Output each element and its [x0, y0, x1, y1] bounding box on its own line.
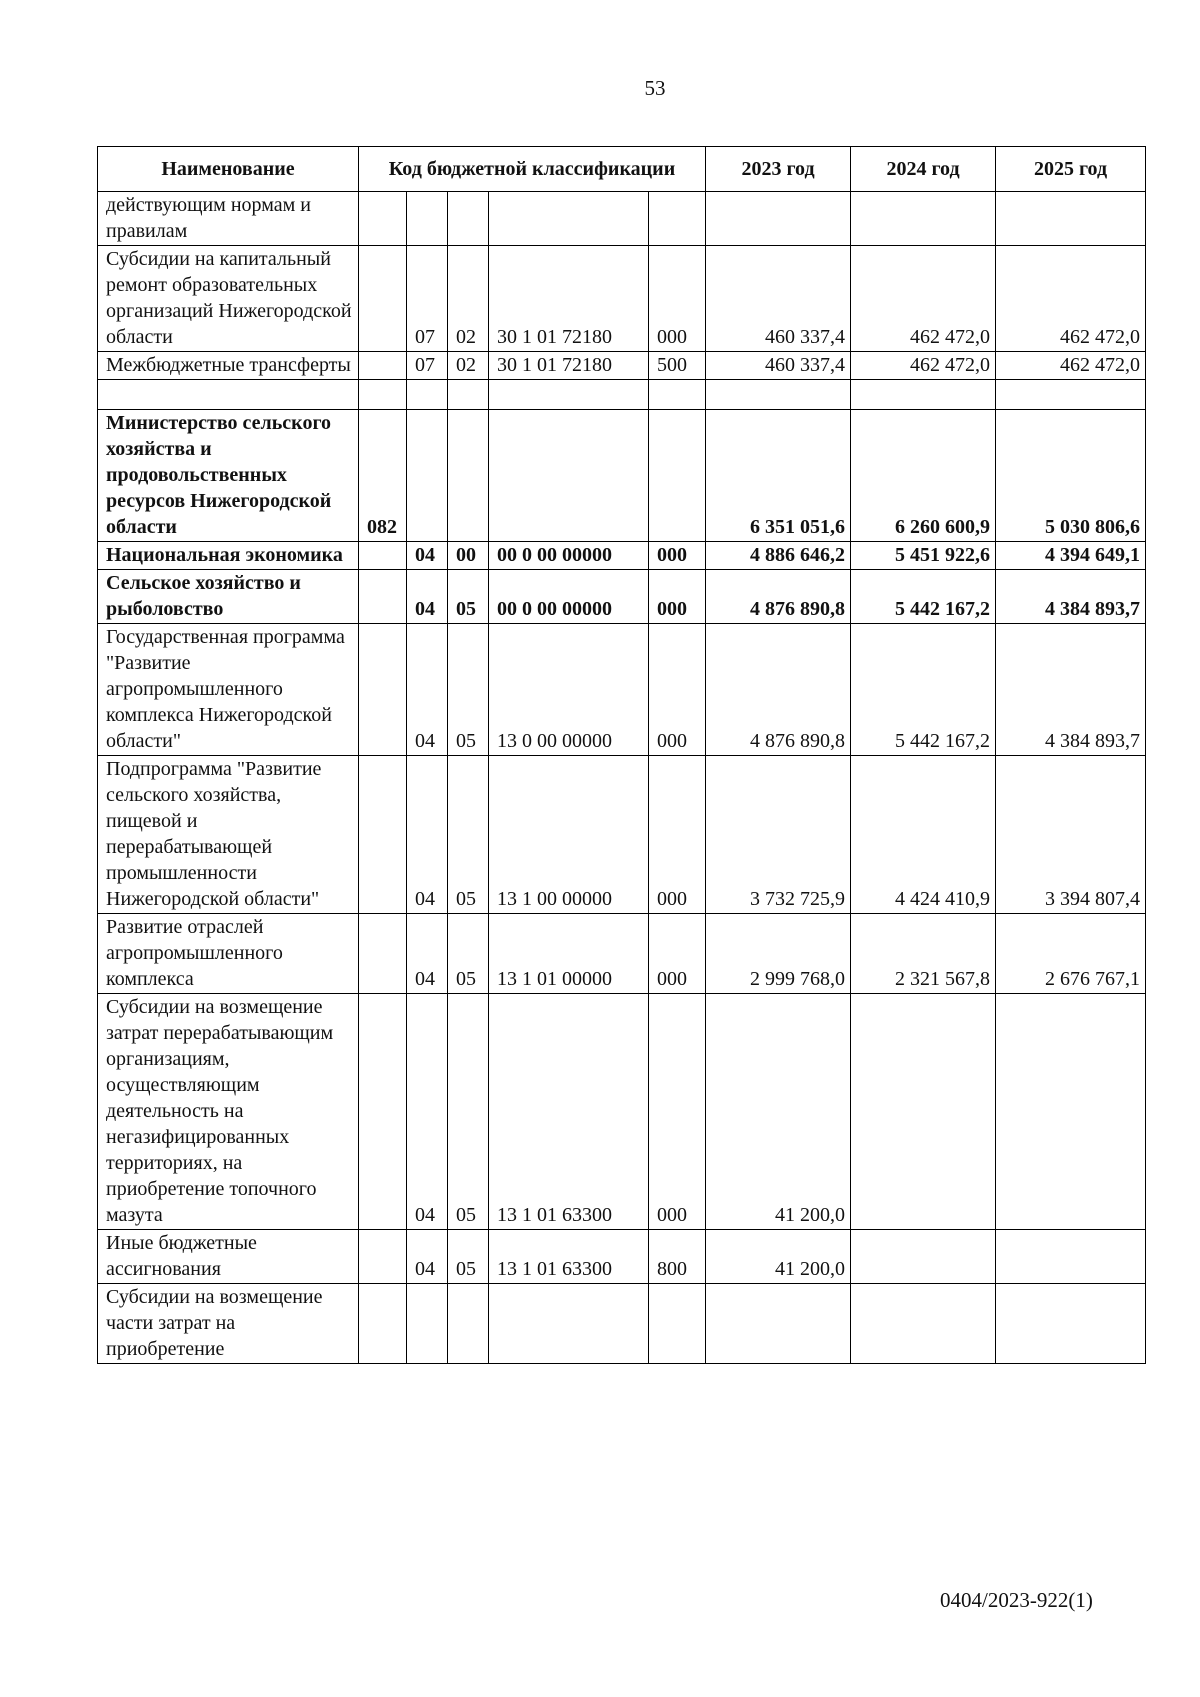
- table-row: [98, 624, 1146, 756]
- row-section-code: 04: [407, 542, 448, 570]
- header-2024: 2024 год: [851, 147, 996, 192]
- row-subsection-code: 05: [448, 624, 489, 756]
- row-expense-type-code: 000: [649, 756, 706, 914]
- row-section-code: 04: [407, 570, 448, 624]
- row-value-2024: [851, 1230, 996, 1284]
- row-subsection-code: 05: [448, 914, 489, 994]
- row-grbs-code: [359, 1230, 407, 1284]
- row-expense-type-code: 500: [649, 352, 706, 380]
- row-value-2023: 41 200,0: [706, 994, 851, 1230]
- row-grbs-code: [359, 570, 407, 624]
- row-grbs-code: [359, 914, 407, 994]
- row-value-2023: [706, 192, 851, 246]
- row-target-article-code: 13 1 00 00000: [489, 756, 649, 914]
- row-value-2024: 462 472,0: [851, 352, 996, 380]
- row-section-code: [407, 192, 448, 246]
- row-value-2025: [996, 1230, 1146, 1284]
- row-value-2024: [851, 192, 996, 246]
- table-row: [98, 410, 1146, 542]
- row-value-2023: 4 876 890,8: [706, 570, 851, 624]
- row-subsection-code: 05: [448, 756, 489, 914]
- row-target-article-code: 30 1 01 72180: [489, 352, 649, 380]
- row-expense-type-code: 000: [649, 246, 706, 352]
- row-value-2025: [996, 192, 1146, 246]
- row-value-2025: [996, 380, 1146, 410]
- row-grbs-code: [359, 756, 407, 914]
- row-name: Министерство сельского хозяйства и продовольственных ресурсов Нижегородской области: [98, 410, 359, 542]
- row-subsection-code: 05: [448, 1230, 489, 1284]
- row-value-2025: [996, 1284, 1146, 1364]
- row-expense-type-code: 000: [649, 624, 706, 756]
- row-value-2025: 4 384 893,7: [996, 570, 1146, 624]
- table-row: [98, 192, 1146, 246]
- row-name: Государственная программа "Развитие агропромышленного комплекса Нижегородской области": [98, 624, 359, 756]
- row-expense-type-code: [649, 410, 706, 542]
- row-grbs-code: [359, 542, 407, 570]
- row-section-code: 04: [407, 756, 448, 914]
- row-target-article-code: 30 1 01 72180: [489, 246, 649, 352]
- row-name: Субсидии на возмещение части затрат на приобретение: [98, 1284, 359, 1364]
- row-section-code: 07: [407, 246, 448, 352]
- row-value-2024: 2 321 567,8: [851, 914, 996, 994]
- row-name: Сельское хозяйство и рыболовство: [98, 570, 359, 624]
- row-subsection-code: [448, 380, 489, 410]
- row-subsection-code: [448, 192, 489, 246]
- row-name: Национальная экономика: [98, 542, 359, 570]
- row-value-2023: [706, 380, 851, 410]
- document-code: 0404/2023-922(1): [940, 1588, 1093, 1612]
- row-expense-type-code: 000: [649, 570, 706, 624]
- row-name: Межбюджетные трансферты: [98, 352, 359, 380]
- row-subsection-code: 05: [448, 994, 489, 1230]
- row-grbs-code: [359, 352, 407, 380]
- row-subsection-code: 02: [448, 352, 489, 380]
- row-grbs-code: [359, 192, 407, 246]
- row-value-2025: 462 472,0: [996, 352, 1146, 380]
- row-grbs-code: [359, 246, 407, 352]
- row-grbs-code: 082: [359, 410, 407, 542]
- header-code: Код бюджетной классификации: [359, 147, 706, 192]
- row-value-2023: 460 337,4: [706, 246, 851, 352]
- row-expense-type-code: [649, 1284, 706, 1364]
- row-section-code: [407, 1284, 448, 1364]
- table-row: [98, 756, 1146, 914]
- row-grbs-code: [359, 1284, 407, 1364]
- header-name: Наименование: [98, 147, 359, 192]
- table-body: [98, 192, 1146, 1364]
- row-name: Субсидии на капитальный ремонт образовательных организаций Нижегородской области: [98, 246, 359, 352]
- row-subsection-code: 00: [448, 542, 489, 570]
- row-grbs-code: [359, 994, 407, 1230]
- row-section-code: [407, 410, 448, 542]
- row-value-2023: 6 351 051,6: [706, 410, 851, 542]
- row-value-2025: 3 394 807,4: [996, 756, 1146, 914]
- table-row: [98, 570, 1146, 624]
- table-row: [98, 1230, 1146, 1284]
- row-value-2023: [706, 1284, 851, 1364]
- row-target-article-code: [489, 192, 649, 246]
- row-value-2023: 4 886 646,2: [706, 542, 851, 570]
- row-subsection-code: [448, 410, 489, 542]
- row-expense-type-code: 000: [649, 994, 706, 1230]
- row-name: Субсидии на возмещение затрат перерабатывающим организациям, осуществляющим деятельность на негазифицированных территориях, на приобретение топочного мазута: [98, 994, 359, 1230]
- row-value-2025: 462 472,0: [996, 246, 1146, 352]
- row-name: Иные бюджетные ассигнования: [98, 1230, 359, 1284]
- row-grbs-code: [359, 624, 407, 756]
- row-name: [98, 380, 359, 410]
- row-target-article-code: 00 0 00 00000: [489, 542, 649, 570]
- table-row: [98, 1284, 1146, 1364]
- row-expense-type-code: [649, 192, 706, 246]
- table-row: [98, 994, 1146, 1230]
- row-expense-type-code: 000: [649, 542, 706, 570]
- row-name: Развитие отраслей агропромышленного комплекса: [98, 914, 359, 994]
- table-row: [98, 380, 1146, 410]
- row-value-2024: 5 442 167,2: [851, 570, 996, 624]
- row-section-code: 04: [407, 624, 448, 756]
- row-value-2024: 462 472,0: [851, 246, 996, 352]
- row-value-2025: 5 030 806,6: [996, 410, 1146, 542]
- row-target-article-code: 13 1 01 00000: [489, 914, 649, 994]
- row-value-2025: 4 384 893,7: [996, 624, 1146, 756]
- row-value-2025: [996, 994, 1146, 1230]
- row-value-2023: 2 999 768,0: [706, 914, 851, 994]
- header-2023: 2023 год: [706, 147, 851, 192]
- row-target-article-code: [489, 380, 649, 410]
- row-section-code: 04: [407, 994, 448, 1230]
- table-row: [98, 542, 1146, 570]
- row-value-2023: 41 200,0: [706, 1230, 851, 1284]
- row-subsection-code: 02: [448, 246, 489, 352]
- row-value-2024: 5 451 922,6: [851, 542, 996, 570]
- table-row: [98, 246, 1146, 352]
- table-row: [98, 352, 1146, 380]
- row-grbs-code: [359, 380, 407, 410]
- row-value-2023: 4 876 890,8: [706, 624, 851, 756]
- row-target-article-code: 00 0 00 00000: [489, 570, 649, 624]
- row-value-2024: [851, 994, 996, 1230]
- header-2025: 2025 год: [996, 147, 1146, 192]
- row-expense-type-code: 000: [649, 914, 706, 994]
- row-value-2024: 4 424 410,9: [851, 756, 996, 914]
- row-section-code: 04: [407, 1230, 448, 1284]
- row-value-2023: 3 732 725,9: [706, 756, 851, 914]
- row-value-2025: 2 676 767,1: [996, 914, 1146, 994]
- row-section-code: [407, 380, 448, 410]
- row-subsection-code: 05: [448, 570, 489, 624]
- row-section-code: 04: [407, 914, 448, 994]
- row-section-code: 07: [407, 352, 448, 380]
- row-value-2024: 6 260 600,9: [851, 410, 996, 542]
- row-value-2025: 4 394 649,1: [996, 542, 1146, 570]
- row-name: действующим нормам и правилам: [98, 192, 359, 246]
- budget-table: [97, 146, 1146, 1364]
- table-row: [98, 914, 1146, 994]
- row-value-2024: [851, 380, 996, 410]
- row-subsection-code: [448, 1284, 489, 1364]
- row-expense-type-code: 800: [649, 1230, 706, 1284]
- row-name: Подпрограмма "Развитие сельского хозяйства, пищевой и перерабатывающей промышленности Нижегородской области": [98, 756, 359, 914]
- row-target-article-code: 13 1 01 63300: [489, 994, 649, 1230]
- row-target-article-code: [489, 1284, 649, 1364]
- row-target-article-code: [489, 410, 649, 542]
- table-header-row: [98, 147, 1146, 192]
- row-target-article-code: 13 1 01 63300: [489, 1230, 649, 1284]
- page-number: 53: [644, 76, 666, 100]
- row-target-article-code: 13 0 00 00000: [489, 624, 649, 756]
- row-expense-type-code: [649, 380, 706, 410]
- row-value-2023: 460 337,4: [706, 352, 851, 380]
- row-value-2024: [851, 1284, 996, 1364]
- row-value-2024: 5 442 167,2: [851, 624, 996, 756]
